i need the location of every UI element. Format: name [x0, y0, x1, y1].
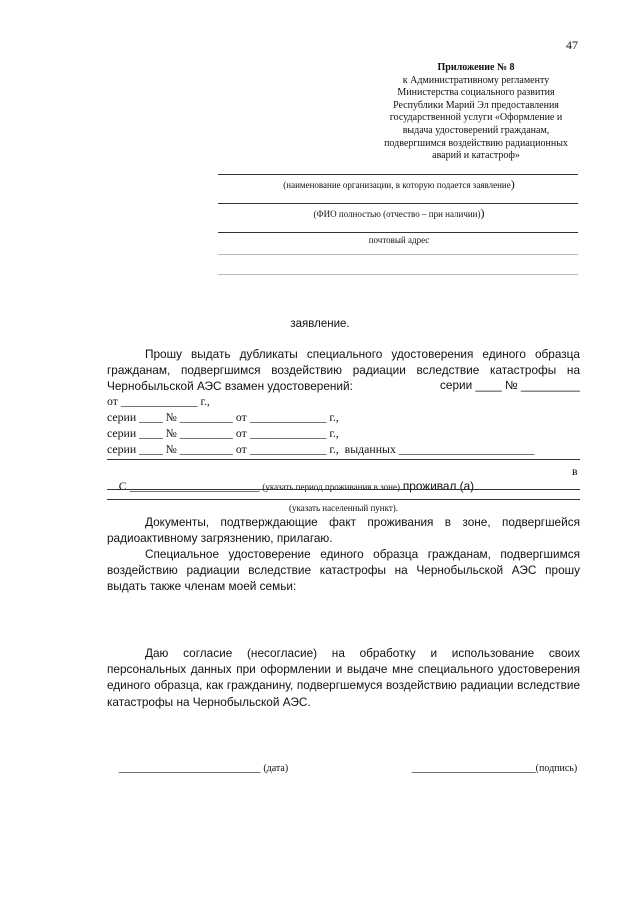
appendix-line: выдача удостоверений гражданам,: [402, 124, 550, 136]
appendix-line: государственной услуги «Оформление и: [389, 112, 563, 124]
certificate-row[interactable]: серии ____ № _________ от _____________ г.,: [107, 426, 339, 440]
consent-paragraph: Даю согласие (несогласие) на обработку и использование своих персональных данных при оформлении и выдаче мне специального удостоверения единого образца, как гражданину, подвергшемуся воздействию радиации вследствие катастрофы на Чернобыльской АЭС.: [107, 646, 580, 709]
organization-field[interactable]: [218, 174, 578, 175]
family-paragraph: Специальное удостоверение единого образца гражданам, подвергшимся воздействию радиации вследствие катастрофы на Чернобыльской АЭС прошу выдать также членам моей семьи:: [107, 547, 580, 594]
certificate-row[interactable]: серии ____ № _________ от _____________ г., выданных _______________________: [107, 442, 535, 456]
appendix-line: подвергшимся воздействию радиационных: [384, 137, 568, 149]
place-line-2[interactable]: [107, 499, 580, 500]
full-name-field[interactable]: [218, 203, 578, 204]
appendix-line: Республики Марий Эл предоставления: [393, 99, 559, 111]
document-title: заявление.: [290, 318, 350, 330]
appendix-line: к Административному регламенту: [402, 74, 550, 86]
residence-in: в: [572, 464, 578, 478]
place-caption: (указать населенный пункт).: [288, 503, 399, 513]
documents-paragraph: Документы, подтверждающие факт проживания в зоне, подвергшейся радиоактивному загрязнению, прилагаю.: [107, 515, 580, 546]
organization-caption: (наименование организации, в которую подается заявление): [283, 177, 515, 191]
place-line-1[interactable]: [107, 489, 580, 490]
series-number-field[interactable]: серии ____ № _________: [440, 378, 580, 392]
date-field[interactable]: ________________________ (дата): [118, 760, 289, 774]
separator-line: [107, 459, 580, 460]
postal-address-line-3[interactable]: [218, 274, 578, 275]
appendix-header: [364, 62, 588, 163]
appendix-title: Приложение № 8: [437, 62, 515, 73]
appendix-line: аварий и катастроф»: [432, 150, 520, 162]
postal-address-line-2[interactable]: [218, 254, 578, 255]
certificate-row[interactable]: серии ____ № _________ от _____________ г.,: [107, 410, 339, 424]
postal-address-caption: почтовый адрес: [368, 235, 430, 245]
signature-field[interactable]: _____________________(подпись): [411, 760, 578, 774]
request-text: Прошу выдать дубликаты специального удостоверения единого образца гражданам, подвергшимся воздействию радиации вследствие катастрофы на Чернобыльской АЭС взамен удостоверений:: [107, 347, 580, 394]
certificate-row[interactable]: от _____________ г.,: [107, 394, 210, 408]
page-number: 47: [566, 38, 578, 52]
appendix-line: Министерства социального развития: [397, 87, 555, 99]
postal-address-field[interactable]: [218, 232, 578, 233]
residence-row[interactable]: С ______________________ (указать период проживания в зоне) проживал (а): [118, 479, 475, 493]
full-name-caption: (ФИО полностью (отчество – при наличии)): [313, 206, 485, 220]
